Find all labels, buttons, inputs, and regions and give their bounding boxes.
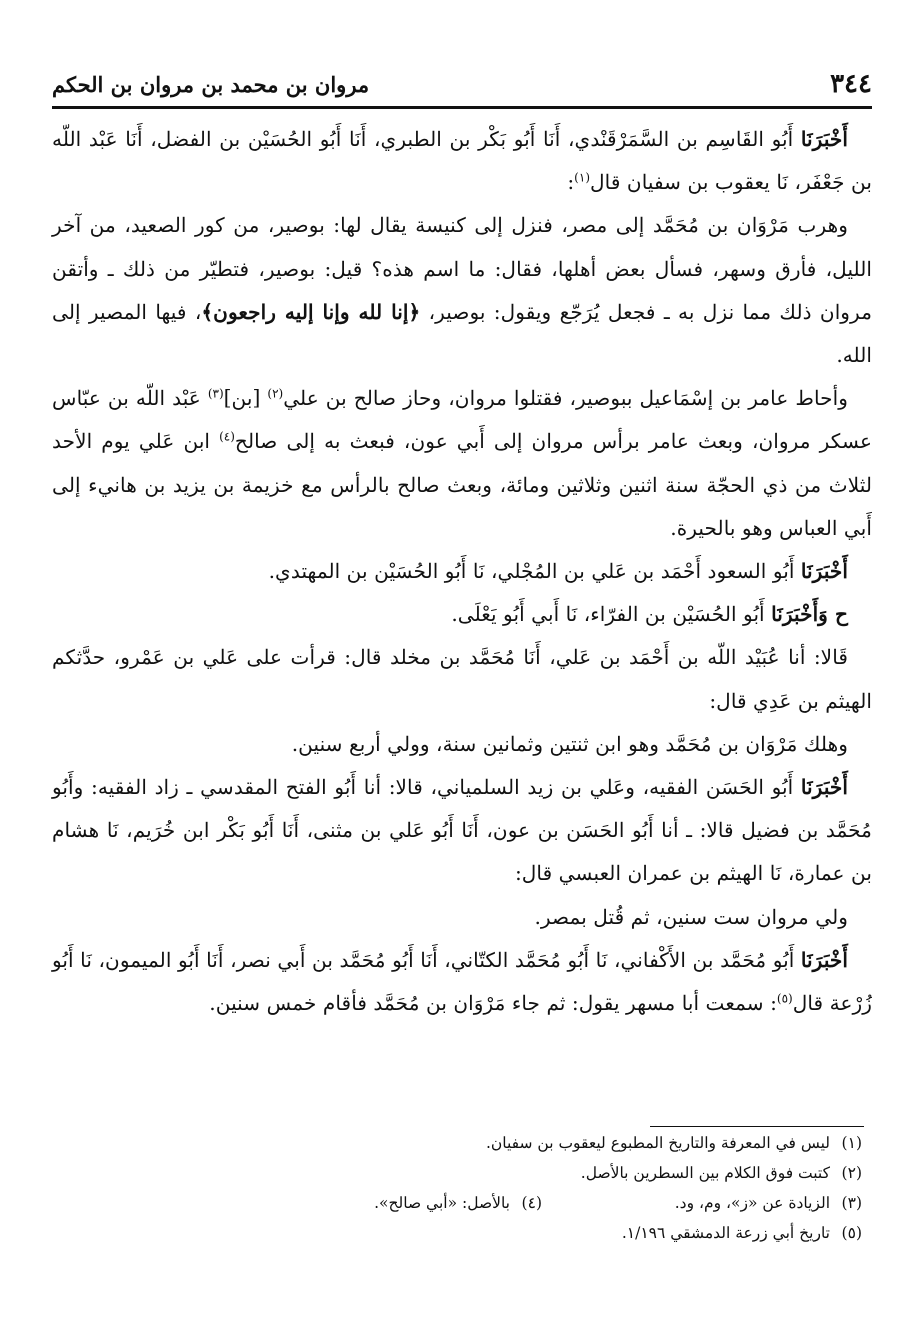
paragraph (52, 204, 872, 377)
main-text (52, 118, 872, 1025)
paragraph (52, 939, 872, 1025)
page-number: ٣٤٤ (830, 69, 872, 99)
akhbarana-keyword: أَخْبَرَنَا (800, 559, 848, 584)
paragraph-text: قَالا: أنا عُبَيْد اللّه بن أَحْمَد بن عَلي، أَنَا مُحَمَّد بن مخلد قال: قرأت على عَلي بن عَمْرو، حدَّثكم الهيثم بن عَدِي قال: (52, 645, 872, 713)
footnote-ref: (٤) (219, 429, 235, 444)
paragraph (52, 636, 872, 722)
footnote-ref: (٥) (776, 991, 793, 1006)
footnote-text: الزيادة عن «ز»، وم، ود. (674, 1194, 830, 1212)
footnote-ref: (٣) (207, 386, 224, 401)
paragraph (52, 766, 872, 896)
paragraph-text: أَبُو الحُسَيْن بن الفرّاء، نَا أَبي أَبُو يَعْلَى. (451, 602, 772, 627)
footnote-number: (٢) (841, 1164, 862, 1182)
footnote (52, 1158, 862, 1188)
paragraph-text: أَبُو الحَسَن الفقيه، وعَلي بن زيد السلمياني، قالا: أنا أَبُو الفتح المقدسي ـ زاد الفقيه: وأَبُو مُحَمَّد بن فضيل قالا: ـ أنا أَبُو الحَسَن بن عون، أَنَا أَبُو عَلي بن مثنى، أَنَا أَبُو بَكْر ابن خُرَيم، نَا هشام بن عمارة، نَا الهيثم بن عمران العبسي قال: (52, 775, 872, 886)
footnote-number: (٥) (841, 1224, 862, 1242)
footnote (52, 1218, 862, 1248)
footnote-row (52, 1188, 862, 1218)
footnote-text: كتبت فوق الكلام بين السطرين بالأصل. (580, 1164, 830, 1182)
paragraph (52, 377, 872, 550)
footnotes (52, 1128, 862, 1248)
quran-quote: ﴿إنا لله وإنا إليه راجعون﴾ (201, 299, 421, 324)
akhbarana-keyword: أَخْبَرَنَا (800, 947, 848, 972)
paragraph (52, 118, 872, 204)
footnote (374, 1188, 542, 1218)
akhbarana-keyword: أَخْبَرَنَا (800, 127, 848, 151)
footnote-number: (٣) (841, 1194, 862, 1212)
footnote (542, 1188, 862, 1218)
footnote-number: (٤) (521, 1194, 542, 1212)
paragraph-text: عَبْد اللّه بن عبّاس عسكر مروان، وبعث عامر برأس مروان إلى أَبي عون، فبعث به إلى صالح (52, 386, 872, 454)
paragraph (52, 723, 872, 766)
paragraph (52, 593, 872, 636)
paragraph-text: [بن] (223, 386, 268, 411)
paragraph-text: وأحاط عامر بن إسْمَاعيل ببوصير، فقتلوا مروان، وحاز صالح بن علي (283, 386, 849, 411)
footnote-text: ليس في المعرفة والتاريخ المطبوع ليعقوب بن سفيان. (485, 1134, 830, 1152)
footnote-text: تاريخ أبي زرعة الدمشقي ١/١٩٦. (621, 1224, 830, 1242)
paragraph-text: ولي مروان ست سنين، ثم قُتل بمصر. (534, 904, 848, 929)
paragraph-text: أَبُو السعود أَحْمَد بن عَلي بن المُجْلي، نَا أَبُو الحُسَيْن بن المهتدي. (268, 559, 801, 584)
akhbarana-keyword: وَأَخْبَرَنَا (771, 602, 828, 627)
paragraph-text: أَبُو مُحَمَّد بن الأَكْفاني، نَا أَبُو مُحَمَّد الكتّاني، أَنَا أَبُو مُحَمَّد بن أَبي نصر، أَنَا أَبُو الميمون، نَا أَبُو زُرْعة قال (52, 947, 872, 1016)
paragraph-text: وهلك مَرْوَان بن مُحَمَّد وهو ابن ثنتين وثمانين سنة، وولي أربع سنين. (291, 731, 848, 756)
running-title: مروان بن محمد بن مروان بن الحكم (52, 71, 370, 97)
paragraph (52, 550, 872, 593)
akhbarana-keyword: أَخْبَرَنَا (800, 775, 848, 800)
page-header (52, 62, 872, 106)
paragraph-text: ، فيها المصير إلى الله. (52, 299, 872, 368)
footnote-ref: (٢) (267, 386, 284, 401)
paragraph (52, 896, 872, 939)
paragraph-text: أَبُو القَاسِم بن السَّمَرْقَنْدي، أَنَا أَبُو بَكْر بن الطبري، أَنَا أَبُو الحُسَيْن بن الفضل، أَنَا عَبْد اللّه بن جَعْفَر، نَا يعقوب بن سفيان قال (52, 127, 872, 195)
footnote-rule (650, 1126, 864, 1127)
footnote-number: (١) (841, 1134, 862, 1152)
header-rule (52, 106, 872, 109)
footnote (52, 1128, 862, 1158)
paragraph-text: وهرب مَرْوَان بن مُحَمَّد إلى مصر، فنزل إلى كنيسة يقال لها: بوصير، من كور الصعيد، من آخر الليل، فأرق وسهر، فسأل بعض أهلها، فقال: ما اسم هذه؟ قيل: بوصير، فتطيّر من ذلك ـ وأتقن مروان ذلك مما نزل به ـ فجعل يُرَجّع ويقول: بوصير، (52, 213, 873, 324)
paragraph-text: ابن عَلي يوم الأحد لثلاث من ذي الحجّة سنة اثنين وثلاثين ومائة، وبعث صالح بالرأس مع خزيمة بن يزيد بن هانيء إلى أَبي العباس وهو بالحيرة. (52, 429, 872, 540)
footnote-text: بالأصل: «أبي صالح». (374, 1194, 510, 1212)
paragraph-text: : سمعت أبا مسهر يقول: ثم جاء مَرْوَان بن مُحَمَّد فأقام خمس سنين. (209, 991, 777, 1016)
footnote-ref: (١) (574, 170, 590, 185)
ha-marker: ح (827, 602, 848, 627)
paragraph-text: : (567, 170, 575, 195)
